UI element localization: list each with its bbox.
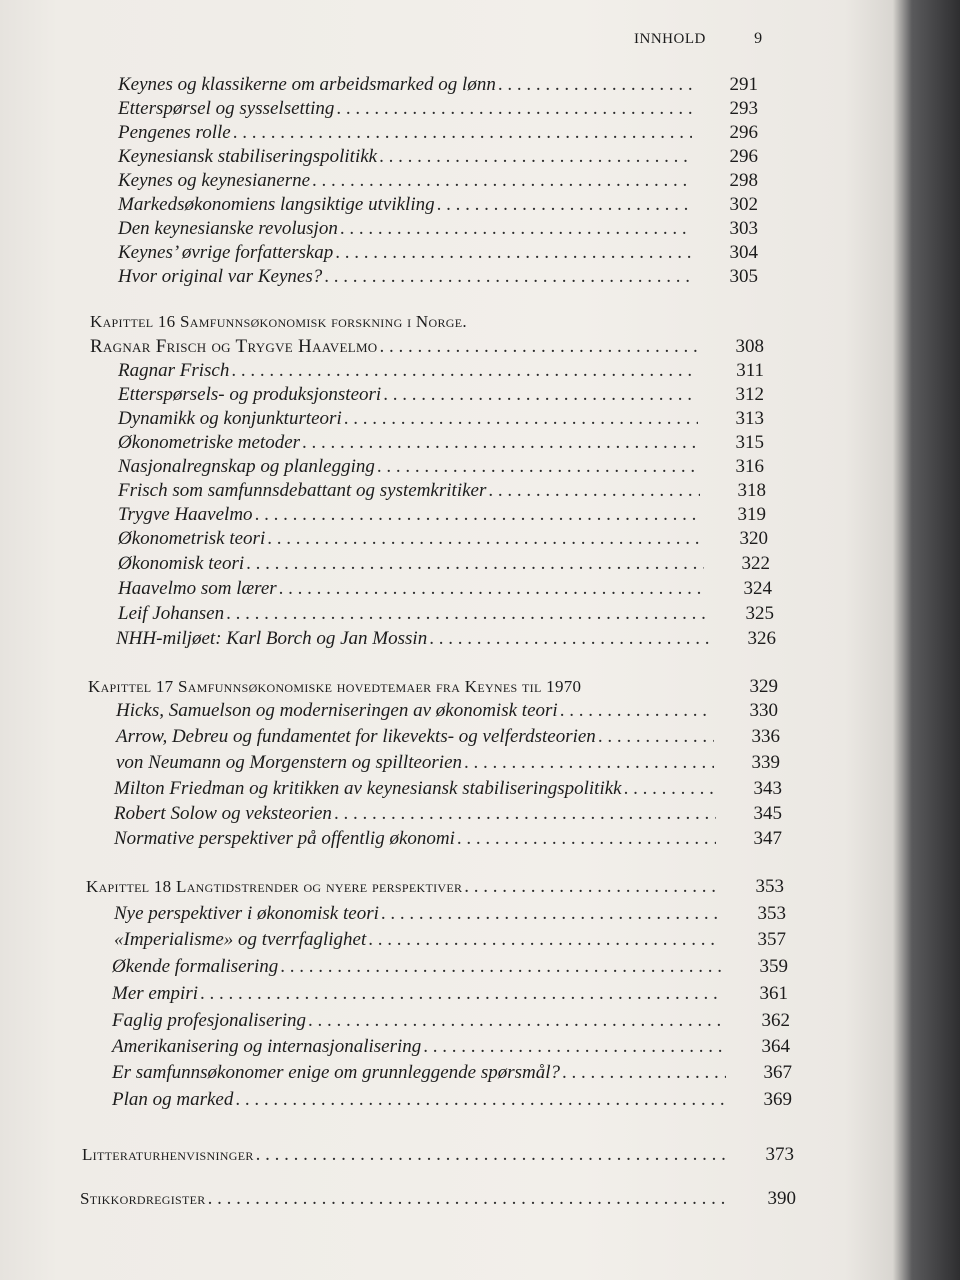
toc-entry-title: Robert Solow og veksteorien [114,803,332,824]
leader-dots [200,983,722,1005]
leader-dots [562,1062,726,1084]
toc-entry-page: 319 [737,504,766,525]
leader-dots [457,828,716,850]
chapter-16-heading: Kapittel 16 Samfunnsøkonomisk forskning i Norge. [90,312,467,331]
leader-dots [336,98,692,120]
back-matter-title: Stikkordregister [80,1189,206,1208]
leader-dots [560,700,712,722]
toc-entry [114,778,782,800]
toc-entry-page: 296 [729,122,758,143]
toc-entry-page: 345 [753,803,782,824]
leader-dots [334,803,716,825]
leader-dots [335,242,692,264]
toc-entry-title: NHH-miljøet: Karl Borch og Jan Mossin [116,628,428,649]
toc-entry-page: 336 [751,726,780,747]
leader-dots [423,1036,724,1058]
toc-entry-page: 367 [763,1062,792,1083]
chapter-18-heading-row [86,876,784,898]
leader-dots [226,603,708,625]
toc-entry [118,553,770,575]
toc-entry [114,929,786,951]
toc-entry-page: 298 [729,170,758,191]
leader-dots [624,778,716,800]
chapter-17-heading: Kapittel 17 Samfunnsøkonomiske hovedtemaer fra Keynes til 1970 [88,677,582,696]
header-section: INNHOLD [634,31,706,47]
toc-entry-title: Den keynesianske revolusjon [118,218,338,239]
toc-entry-page: 291 [729,74,758,95]
toc-entry-page: 330 [749,700,778,721]
leader-dots [279,578,706,600]
toc-entry-title: Keynes’ øvrige forfatterskap [118,242,334,263]
toc-entry-title: Etterspørsels- og produksjonsteori [118,384,382,405]
toc-entry [116,726,780,748]
toc-entry-page: 343 [753,778,782,799]
toc-entry-title: Nasjonalregnskap og planlegging [118,456,375,477]
toc-entry-title: Økende formalisering [112,956,279,977]
toc-entry-page: 369 [763,1089,792,1110]
toc-entry [116,752,780,774]
leader-dots [437,194,692,216]
toc-entry-page: 353 [757,903,786,924]
toc-entry-title: von Neumann og Morgenstern og spillteorien [116,752,463,773]
toc-entry-title: Leif Johansen [118,603,225,624]
leader-dots [368,929,720,951]
chapter-17-heading-row [88,676,778,698]
leader-dots [312,170,692,192]
toc-entry-page: 318 [737,480,766,501]
toc-entry [114,803,782,825]
leader-dots [255,504,700,526]
toc-entry-title: Faglig profesjonalisering [112,1010,307,1031]
running-header [634,30,763,48]
toc-entry-title: Dynamikk og konjunkturteori [118,408,342,429]
toc-entry-page: 316 [735,456,764,477]
header-page-number: 9 [754,30,763,47]
toc-entry-title: Haavelmo som lærer [118,578,277,599]
toc-entry-title: Keynesiansk stabiliseringspolitikk [118,146,378,167]
leader-dots [256,1144,728,1166]
toc-entry-page: 296 [729,146,758,167]
leader-dots [379,146,692,168]
leader-dots [464,752,714,774]
toc-entry [114,903,786,925]
leader-dots [429,628,710,650]
toc-entry-title: Normative perspektiver på offentlig økonomi [114,828,455,849]
chapter-16-page: 308 [735,336,764,357]
toc-entry-title: Etterspørsel og sysselsetting [118,98,335,119]
leader-dots [233,122,692,144]
toc-entry-title: Pengenes rolle [118,122,231,143]
toc-entry [118,98,758,120]
toc-entry-page: 304 [729,242,758,263]
toc-entry-title: Amerikanisering og internasjonalisering [112,1036,422,1057]
leader-dots [464,876,718,898]
toc-entry-page: 293 [729,98,758,119]
leader-dots [377,456,698,478]
toc-entry-title: Keynes og keynesianerne [118,170,311,191]
toc-entry-page: 320 [739,528,768,549]
toc-entry-title: Plan og marked [112,1089,234,1110]
toc-entry [112,1062,792,1084]
toc-entry-title: Økonometrisk teori [118,528,266,549]
leader-dots [308,1010,724,1032]
back-matter-page: 373 [765,1144,794,1165]
toc-entry-title: Er samfunnsøkonomer enige om grunnleggende spørsmål? [112,1062,561,1083]
toc-entry-page: 303 [729,218,758,239]
leader-dots [383,384,698,406]
toc-entry-title: Arrow, Debreu og fundamentet for likevekts- og velferdsteorien [116,726,596,747]
chapter-17-page: 329 [749,676,778,697]
toc-entry [118,408,764,430]
toc-entry [118,384,764,406]
toc-entry-title: Ragnar Frisch [118,360,230,381]
toc-entry-title: Keynes og klassikerne om arbeidsmarked og lønn [118,74,496,95]
toc-entry [118,480,766,502]
toc-entry [118,456,764,478]
toc-entry-page: 339 [751,752,780,773]
toc-entry [118,360,764,382]
toc-entry-page: 305 [729,266,758,287]
toc-entry-page: 311 [736,360,764,381]
toc-entry-title: Nye perspektiver i økonomisk teori [114,903,379,924]
back-matter-title: Litteraturhenvisninger [82,1145,254,1164]
toc-entry [112,1089,792,1111]
toc-entry [116,700,778,722]
toc-entry [118,218,758,240]
back-matter-entry [82,1144,794,1166]
toc-entry-page: 322 [741,553,770,574]
leader-dots [246,553,704,575]
toc-entry [118,603,774,625]
toc-entry [118,266,758,288]
toc-entry [118,528,768,550]
leader-dots [344,408,698,430]
toc-entry-title: Mer empiri [112,983,199,1004]
toc-entry-title: Hvor original var Keynes? [118,266,323,287]
toc-entry-page: 362 [761,1010,790,1031]
toc-entry-page: 325 [745,603,774,624]
toc-entry [118,578,772,600]
chapter-18-heading: Kapittel 18 Langtidstrender og nyere perspektiver [86,877,463,896]
toc-entry-page: 315 [735,432,764,453]
toc-entry-page: 357 [757,929,786,950]
leader-dots [280,956,722,978]
leader-dots [208,1188,730,1210]
toc-entry-title: Økonomisk teori [118,553,245,574]
leader-dots [488,480,700,502]
toc-entry-page: 313 [735,408,764,429]
leader-dots [340,218,692,240]
toc-entry [118,146,758,168]
toc-entry-page: 347 [753,828,782,849]
back-matter-page: 390 [767,1188,796,1209]
toc-entry [118,74,758,96]
toc-entry-title: Økonometriske metoder [118,432,301,453]
toc-entry-title: Markedsøkonomiens langsiktige utvikling [118,194,435,215]
toc-entry [118,504,766,526]
toc-entry [112,1036,790,1058]
leader-dots [381,903,720,925]
leader-dots [267,528,702,550]
toc-entry-page: 364 [761,1036,790,1057]
toc-entry [118,432,764,454]
toc-entry [118,122,758,144]
toc-entry-title: «Imperialisme» og tverrfaglighet [114,929,367,950]
leader-dots [235,1089,726,1111]
toc-entry-page: 302 [729,194,758,215]
toc-entry [112,956,788,978]
toc-entry-title: Frisch som samfunnsdebattant og systemkritiker [118,480,487,501]
toc-entry-page: 324 [743,578,772,599]
toc-entry-title: Hicks, Samuelson og moderniseringen av økonomisk teori [116,700,558,721]
leader-dots [598,726,714,748]
leader-dots [324,266,692,288]
toc-entry [118,194,758,216]
leader-dots [380,336,699,358]
toc-entry [118,170,758,192]
toc-entry-page: 361 [759,983,788,1004]
toc-entry-title: Trygve Haavelmo [118,504,253,525]
leader-dots [231,360,698,382]
toc-entry-page: 326 [747,628,776,649]
toc-entry [118,242,758,264]
chapter-16-subheading [90,336,764,358]
leader-dots [302,432,698,454]
toc-entry-page: 359 [759,956,788,977]
toc-entry [112,983,788,1005]
toc-entry-title: Milton Friedman og kritikken av keynesiansk stabiliseringspolitikk [114,778,622,799]
toc-entry [116,628,776,650]
toc-entry [112,1010,790,1032]
toc-entry-page: 312 [735,384,764,405]
toc-entry [114,828,782,850]
leader-dots [498,74,692,96]
back-matter-entry [80,1188,796,1210]
chapter-16-subheading-title: Ragnar Frisch og Trygve Haavelmo [90,336,378,357]
chapter-18-page: 353 [755,876,784,897]
